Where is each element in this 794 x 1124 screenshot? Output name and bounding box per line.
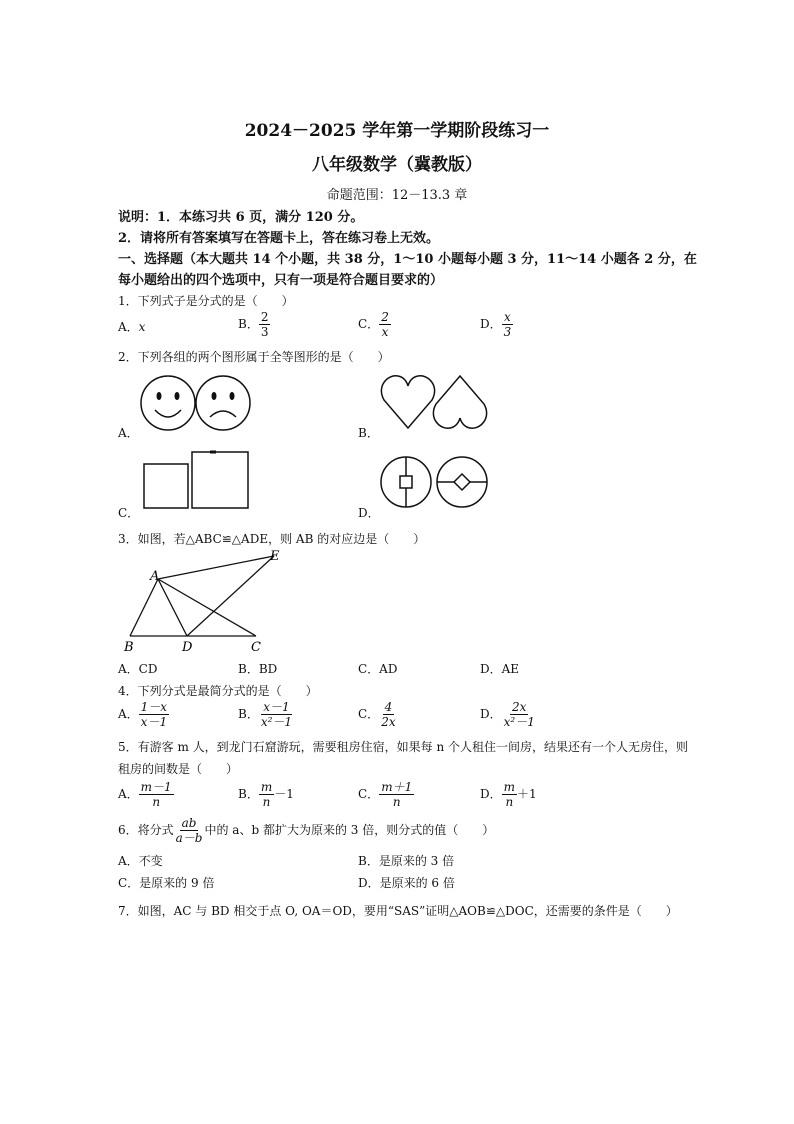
q3-option-b: B．BD: [238, 662, 278, 676]
q6-option-a: A．不变: [118, 854, 163, 868]
label-b: B: [124, 640, 134, 655]
label-e: E: [270, 549, 280, 564]
note-line-1: 说明：1．本练习共 6 页，满分 120 分。: [118, 210, 364, 225]
heart-inverted: [433, 376, 486, 428]
q1-option-c: C． $\frac{2}{x}$: [358, 310, 389, 339]
label-d: D: [182, 640, 193, 655]
large-square: [192, 452, 248, 508]
note-line-2: 2．请将所有答案填写在答题卡上，答在练习卷上无效。: [118, 231, 440, 246]
q1-option-b: B． $\frac{2}{3}$: [238, 310, 269, 339]
smiley-face: [141, 376, 195, 430]
scope-line: 命题范围：12－13.3 章: [326, 188, 468, 203]
q5-option-b: B． $\frac{m}{n}$ －1: [238, 780, 294, 809]
q2-option-a: A．: [118, 426, 139, 440]
question-6-stem: 6．将分式 $\frac{ab}{a-b}$ 中的 a、b 都扩大为原来的 3 倍，则分式的值（ ）: [118, 816, 495, 845]
q2-option-c: C．: [118, 506, 140, 520]
q3-option-a: A．CD: [118, 662, 158, 676]
label-c: C: [251, 640, 261, 655]
section-heading-line-2: 每小题给出的四个选项中，只有一项是符合题目要求的）: [118, 273, 444, 288]
q2-hearts-figure: [380, 372, 495, 432]
q5-option-c: C． $\frac{m+1}{n}$: [358, 780, 413, 809]
q3-option-d: D．AE: [480, 662, 520, 676]
heart-upright: [381, 376, 434, 428]
q1-option-d: D． $\frac{x}{3}$: [480, 310, 512, 339]
q6-option-b: B．是原来的 3 倍: [358, 854, 455, 868]
question-4-stem: 4．下列分式是最简分式的是（ ）: [118, 684, 318, 698]
question-5-stem-line-1: 5．有游客 m 人，到龙门石窟游玩，需要租房住宿，如果每 n 个人租住一间房，结果还有一个人无房住，则: [118, 740, 689, 754]
question-7-stem: 7．如图，AC 与 BD 相交于点 O, OA＝OD，要用“SAS”证明△AOB≌△DOC，还需要的条件是（ ）: [118, 904, 678, 918]
question-3-stem: 3．如图，若△ABC≌△ADE，则 AB 的对应边是（ ）: [118, 532, 426, 546]
q5-option-a: A． $\frac{m-1}{n}$: [118, 780, 172, 809]
q2-faces-figure: [140, 372, 250, 434]
q5-option-d: D． $\frac{m}{n}$ ＋1: [480, 780, 537, 809]
page-title: 2024－2025 学年第一学期阶段练习一: [244, 121, 550, 141]
q2-option-d: D．: [358, 506, 380, 520]
question-2-stem: 2．下列各组的两个图形属于全等图形的是（ ）: [118, 350, 390, 364]
q1-option-a: A．x: [118, 320, 146, 334]
q2-option-b: B．: [358, 426, 379, 440]
question-1-stem: 1．下列式子是分式的是（ ）: [118, 294, 294, 308]
q4-option-c: C． $\frac{4}{2x}$: [358, 700, 396, 729]
label-a: A: [150, 569, 160, 584]
small-square: [144, 464, 188, 508]
question-5-stem-line-2: 租房的间数是（ ）: [118, 762, 239, 776]
q2-coins-figure: [380, 452, 495, 514]
q3-option-c: C．AD: [358, 662, 398, 676]
q6-option-d: D．是原来的 6 倍: [358, 876, 455, 890]
q4-option-d: D． $\frac{2x}{\text{x²－1}}$: [480, 700, 535, 729]
q2-squares-figure: [140, 448, 252, 512]
section-heading-line-1: 一、选择题（本大题共 14 个小题，共 38 分，1～10 小题每小题 3 分，11～14 小题各 2 分，在: [118, 252, 697, 267]
q6-option-c: C．是原来的 9 倍: [118, 876, 215, 890]
q4-option-a: A． $\frac{1-x}{x-1}$: [118, 700, 168, 729]
page-subtitle: 八年级数学（冀教版）: [312, 155, 482, 175]
sad-face: [196, 376, 250, 430]
q3-triangle-figure: [120, 548, 290, 656]
q4-option-b: B． $\frac{x-1}{\text{x²－1}}$: [238, 700, 293, 729]
